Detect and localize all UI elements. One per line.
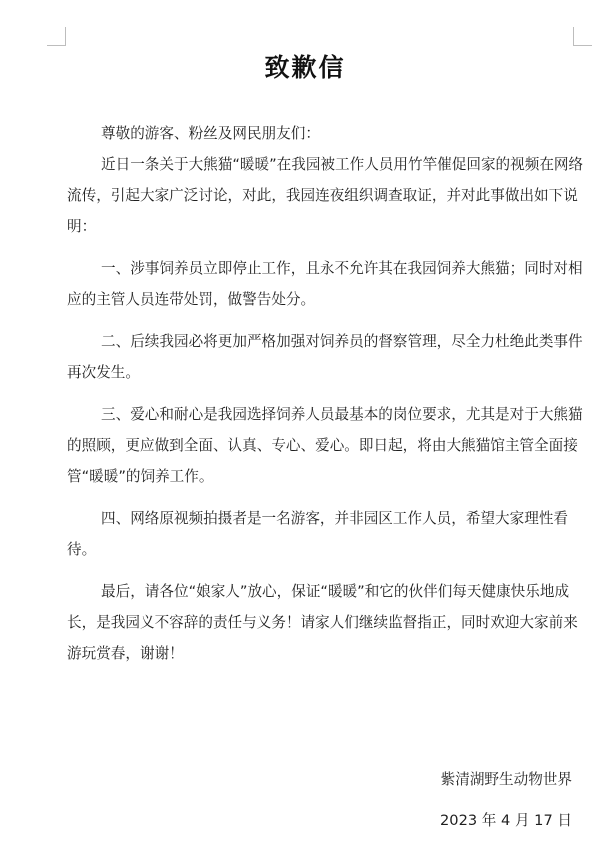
letter-title: 致歉信	[264, 53, 346, 82]
salutation: 尊敬的游客、粉丝及网民朋友们：	[101, 125, 320, 142]
paragraph-intro: 近日一条关于大熊猫“暖暖”在我园被工作人员用竹竿催促回家的视频在网络流传，引起大家广泛讨论，对此，我园连夜组织调查取证，并对此事做出如下说明：	[67, 156, 584, 235]
paragraph-point-2: 二、后续我园必将更加严格加强对饲养员的督察管理，尽全力杜绝此类事件再次发生。	[67, 333, 583, 381]
paragraph-point-4: 四、网络原视频拍摄者是一名游客，并非园区工作人员，希望大家理性看待。	[67, 510, 569, 558]
paragraph-point-1: 一、涉事饲养员立即停止工作，且永不允许其在我园饲养大熊猫；同时对相应的主管人员连带处罚，做警告处分。	[67, 260, 583, 308]
top-left-crop-mark	[47, 27, 66, 46]
signature-organization: 紫清湖野生动物世界	[440, 771, 572, 788]
top-right-crop-mark	[573, 27, 592, 46]
letter-body	[67, 118, 585, 669]
paragraph-closing: 最后，请各位“娘家人”放心，保证“暖暖”和它的伙伴们每天健康快乐地成长，是我园义不容辞的责任与义务！请家人们继续监督指正，同时欢迎大家前来游玩赏春，谢谢！	[67, 583, 578, 662]
paragraph-point-3: 三、爱心和耐心是我园选择饲养人员最基本的岗位要求，尤其是对于大熊猫的照顾，更应做到全面、认真、专心、爱心。即日起，将由大熊猫馆主管全面接管“暖暖”的饲养工作。	[67, 406, 583, 485]
signature-date: 2023 年 4 月 17 日	[440, 812, 572, 829]
